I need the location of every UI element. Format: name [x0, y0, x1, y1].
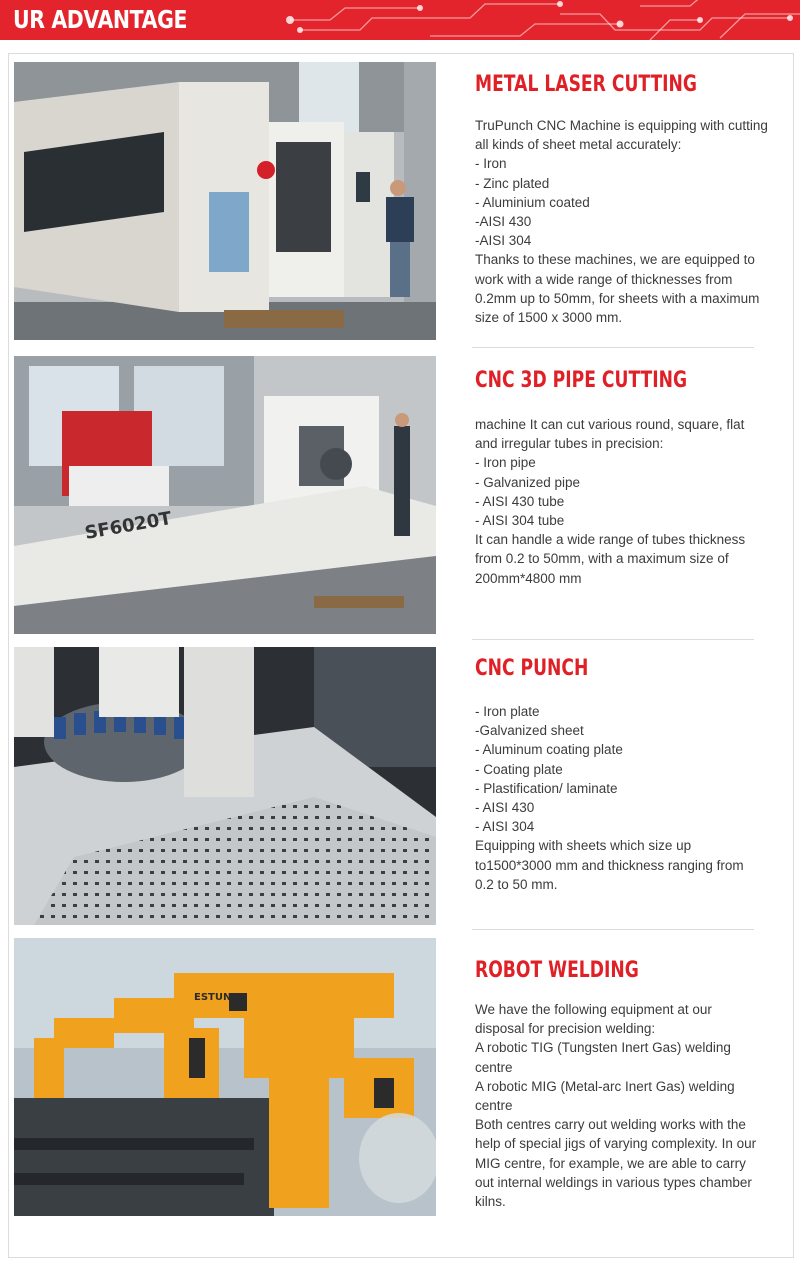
- body-line: We have the following equipment at our: [475, 1002, 712, 1017]
- section-title-pipe-cutting: CNC 3D PIPE CUTTING: [475, 368, 688, 393]
- section-title-cnc-punch: CNC PUNCH: [475, 656, 589, 681]
- banner-title: UR ADVANTAGE: [13, 5, 188, 34]
- body-line: - Plastification/ laminate: [475, 780, 618, 796]
- body-line: disposal for precision welding:: [475, 1021, 656, 1037]
- section-divider: [472, 929, 754, 930]
- cnc-punch-photo: [14, 647, 436, 925]
- body-line: - Aluminium coated: [475, 194, 590, 210]
- body-line: -Galvanized sheet: [475, 723, 584, 739]
- body-line: from 0.2 to 50mm, with a maximum size of: [475, 551, 729, 567]
- robot-welding-photo: [14, 938, 436, 1216]
- body-line: size of 1500 x 3000 mm.: [475, 310, 623, 326]
- body-line: Thanks to these machines, we are equipped to: [475, 252, 755, 268]
- header-banner: [0, 0, 800, 40]
- body-line: -AISI 430: [475, 214, 532, 230]
- body-line: - Iron pipe: [475, 455, 536, 471]
- body-line: 0.2 to 50 mm.: [475, 876, 558, 892]
- body-line: A robotic MIG (Metal-arc Inert Gas) welding: [475, 1078, 735, 1094]
- pipe-cutting-machine-photo: [14, 356, 436, 634]
- body-line: and irregular tubes in precision:: [475, 436, 664, 452]
- body-line: machine It can cut various round, square, flat: [475, 417, 745, 432]
- robot-brand-label: ESTUN: [194, 992, 232, 1003]
- section-body-laser-cutting: [475, 116, 780, 327]
- machine-label: SF6020T: [83, 508, 174, 544]
- body-line: - AISI 430: [475, 800, 535, 816]
- body-line: It can handle a wide range of tubes thickness: [475, 532, 746, 548]
- body-line: help of special jigs of varying complexity. In our: [475, 1136, 757, 1152]
- body-line: all kinds of sheet metal accurately:: [475, 137, 682, 153]
- body-line: - Zinc plated: [475, 175, 550, 191]
- body-line: MIG centre, for example, we are able to carry: [475, 1155, 746, 1171]
- body-line: kilns.: [475, 1194, 506, 1210]
- section-divider: [472, 639, 754, 640]
- section-title-laser-cutting: METAL LASER CUTTING: [475, 72, 698, 97]
- body-line: Both centres carry out welding works with the: [475, 1117, 746, 1133]
- section-divider: [472, 347, 754, 348]
- body-line: Equipping with sheets which size up: [475, 838, 692, 854]
- body-line: TruPunch CNC Machine is equipping with cutting: [475, 118, 768, 133]
- body-line: - Iron: [475, 156, 507, 172]
- section-title-robot-welding: ROBOT WELDING: [475, 958, 639, 983]
- body-line: - AISI 304: [475, 819, 535, 835]
- body-line: - Aluminum coating plate: [475, 742, 623, 758]
- body-line: - Coating plate: [475, 761, 563, 777]
- body-line: - AISI 430 tube: [475, 493, 565, 509]
- section-body-cnc-punch: [475, 702, 780, 894]
- body-line: centre: [475, 1059, 513, 1075]
- body-line: centre: [475, 1098, 513, 1114]
- body-line: work with a wide range of thicknesses from: [475, 271, 733, 287]
- body-line: to1500*3000 mm and thickness ranging from: [475, 857, 744, 873]
- body-line: -AISI 304: [475, 233, 532, 249]
- section-body-pipe-cutting: [475, 415, 780, 588]
- body-line: - AISI 304 tube: [475, 513, 565, 529]
- body-line: - Galvanized pipe: [475, 474, 581, 490]
- body-line: 0.2mm up to 50mm, for sheets with a maximum: [475, 290, 760, 306]
- body-line: out internal weldings in various types chamber: [475, 1174, 752, 1190]
- laser-cutting-machine-photo: [14, 62, 436, 340]
- body-line: - Iron plate: [475, 704, 540, 719]
- section-body-robot-welding: [475, 1000, 780, 1211]
- body-line: 200mm*4800 mm: [475, 570, 582, 586]
- body-line: A robotic TIG (Tungsten Inert Gas) welding: [475, 1040, 731, 1056]
